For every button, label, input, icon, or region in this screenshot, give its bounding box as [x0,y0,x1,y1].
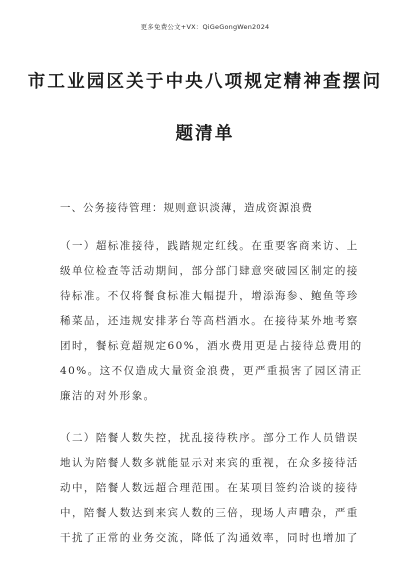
paragraph-2-line: 动中，陪餐人数远超合理范围。在某项目签约洽谈的接待 [60,482,359,494]
document-title-line-2: 题清单 [175,124,235,144]
paragraph-2-line: 地认为陪餐人数多就能显示对来宾的重视，在众多接待活 [60,457,359,469]
paragraph-1-line: 40%。这不仅造成大量资金浪费，更严重损害了园区清正 [60,365,363,377]
document-title-line-1: 市工业园区关于中央八项规定精神查摆问 [27,72,383,92]
paragraph-1-line: （一）超标准接待，践踏规定红线。在重要客商来访、上 [60,240,359,252]
paragraph-2-line: 干扰了正常的业务交流，降低了沟通效率，同时也增加了 [60,532,359,544]
paragraph-2-line: 中，陪餐人数达到来宾人数的三倍，现场人声嘈杂，严重 [60,507,359,519]
paragraph-1-line: 待标准。不仅将餐食标准大幅提升，增添海参、鲍鱼等珍 [60,290,359,302]
paragraph-1-line: 级单位检查等活动期间，部分部门肆意突破园区制定的接 [60,265,359,277]
paragraph-1-line: 稀菜品，还违规安排茅台等高档酒水。在接待某外地考察 [60,315,359,327]
section-heading-1: 一、公务接待管理：规则意识淡薄，造成资源浪费 [60,202,313,214]
paragraph-1-line: 廉洁的对外形象。 [60,390,156,402]
paragraph-1-line: 团时，餐标竟超规定60%，酒水费用更是占接待总费用的 [60,340,363,352]
paragraph-2-line: （二）陪餐人数失控，扰乱接待秩序。部分工作人员错误 [60,432,359,444]
header-note: 更多免费公文+VX：QiGeGongWen2024 [140,23,270,31]
